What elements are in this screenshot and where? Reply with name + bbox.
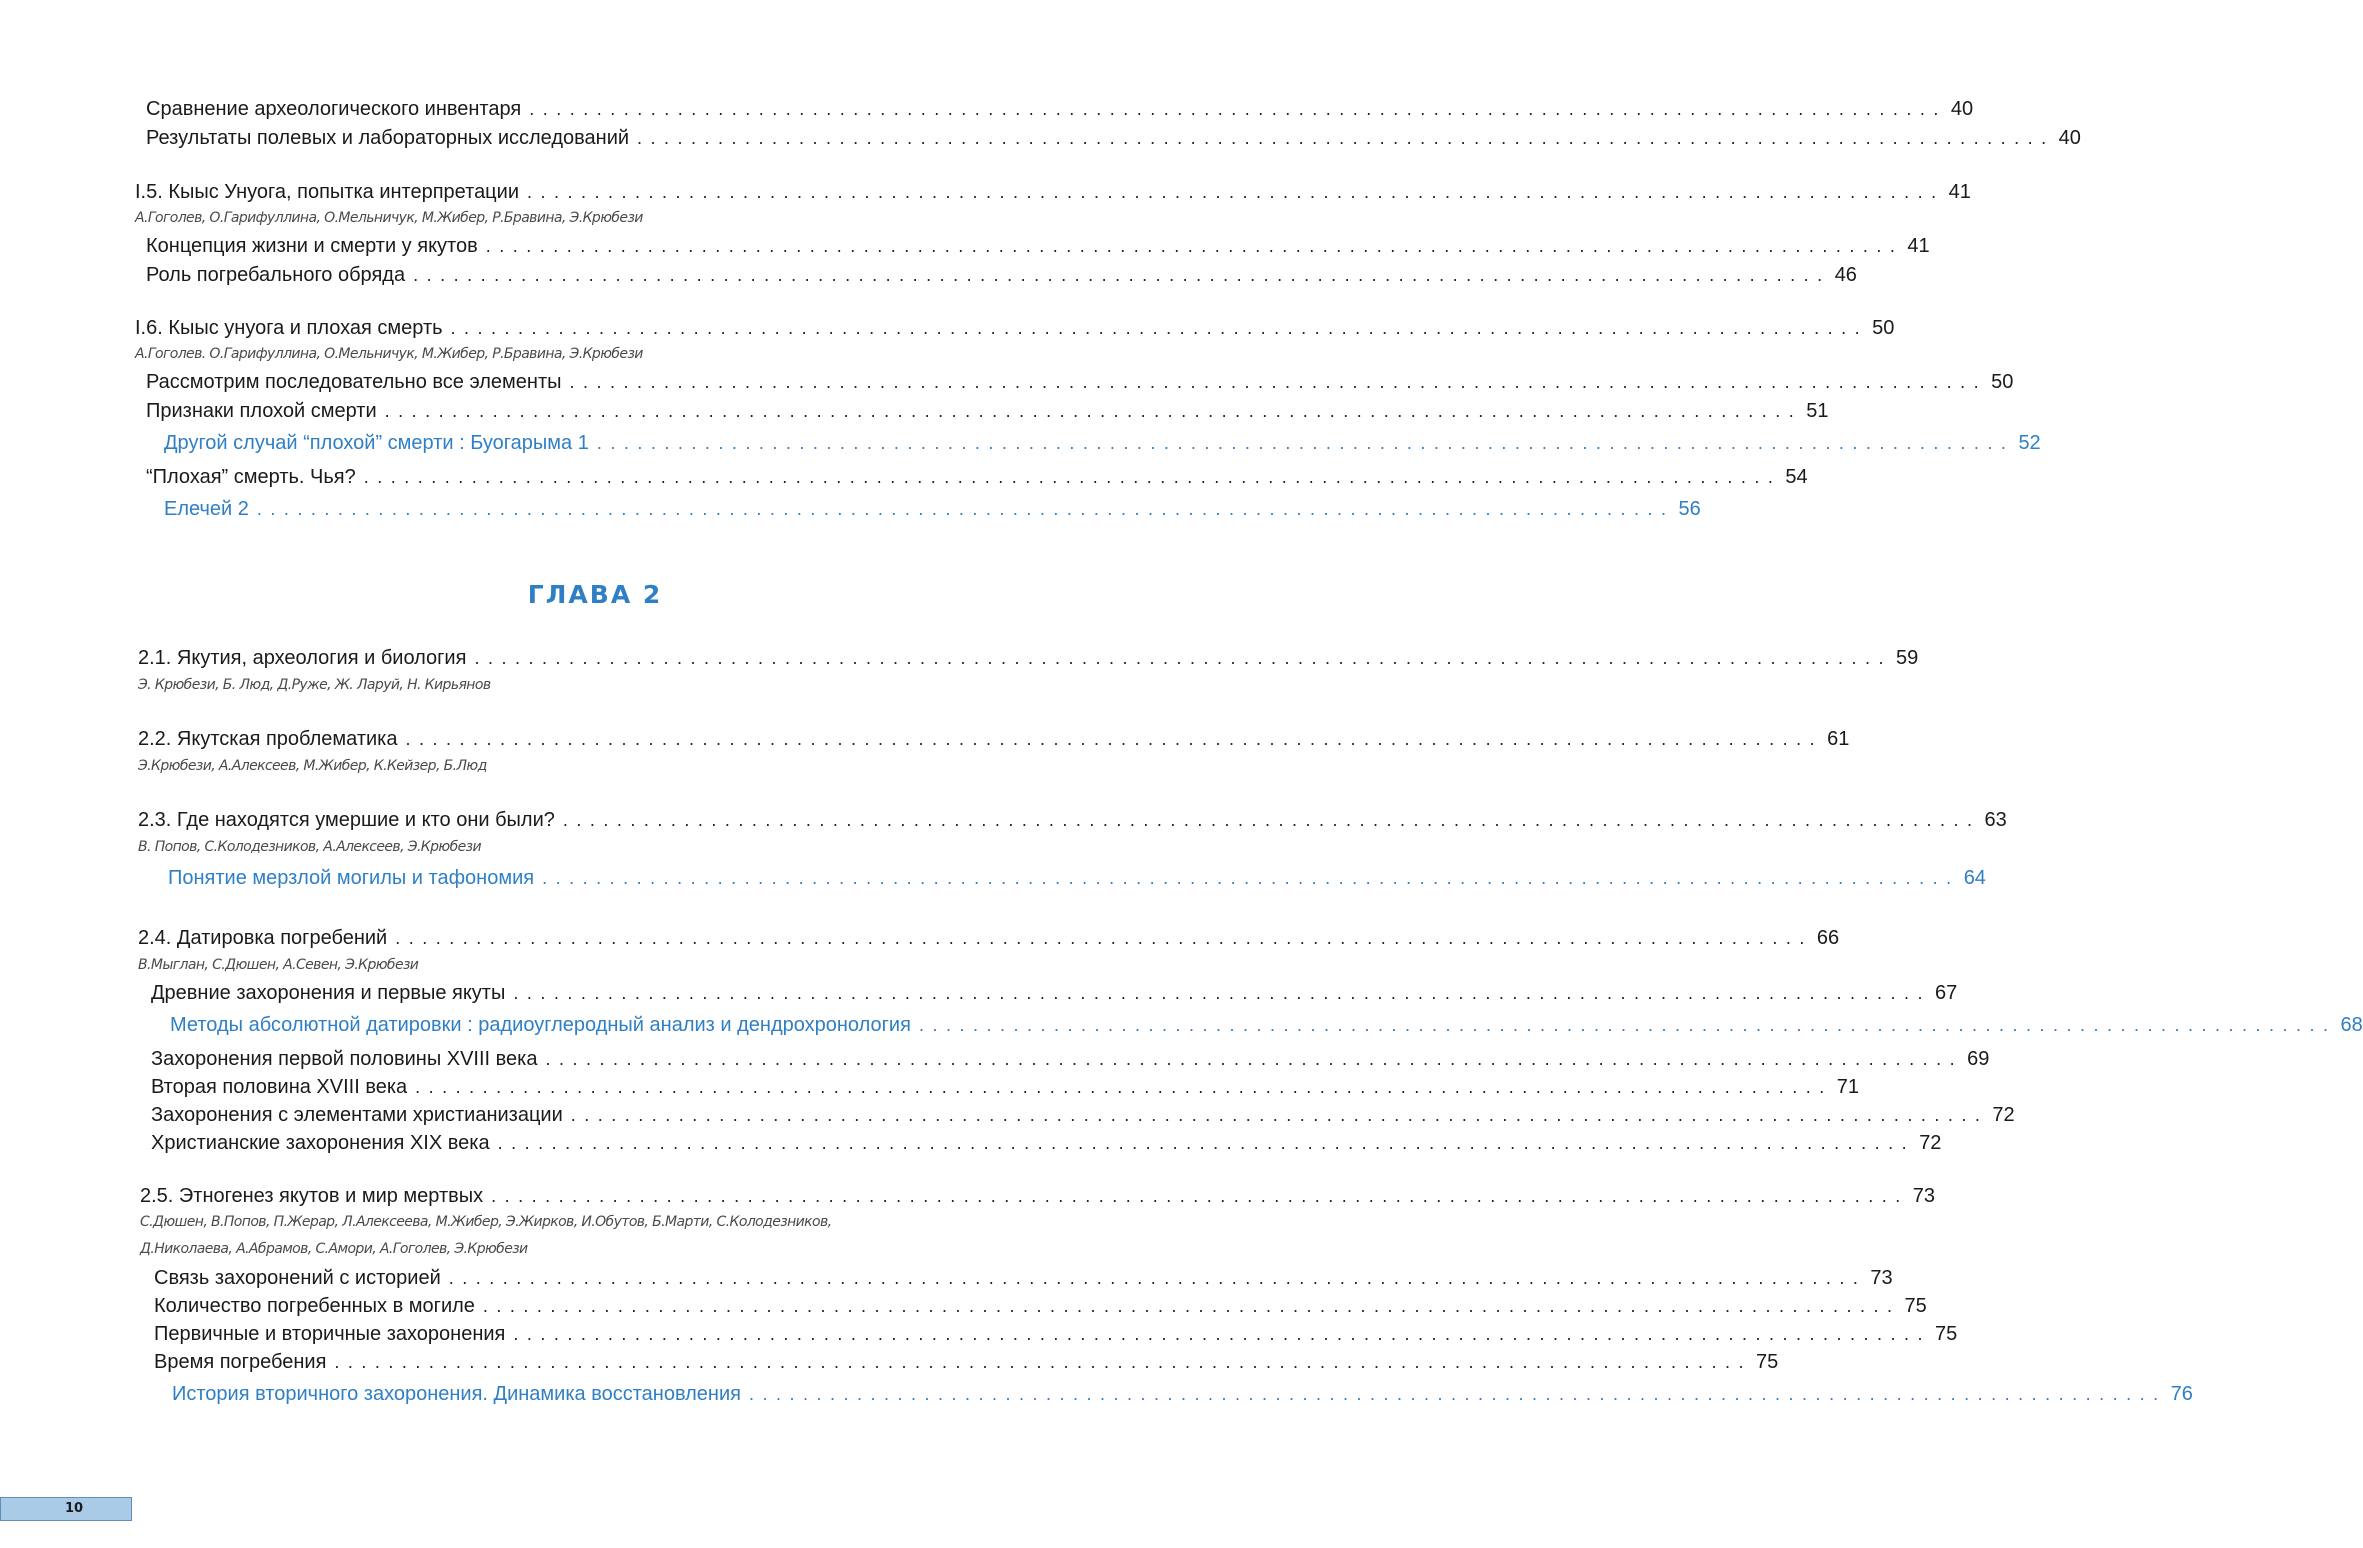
toc-section[interactable] <box>138 808 2007 832</box>
toc-entry[interactable] <box>154 1266 1893 1290</box>
dot-leader: ......................................................................................................... <box>405 729 1824 749</box>
toc-subentry-title: Методы абсолютной датировки : радиоуглеродный анализ и дендрохронология <box>170 1014 911 1036</box>
toc-entry[interactable] <box>146 97 1974 121</box>
toc-entry-title: Связь захоронений с историей <box>154 1267 441 1289</box>
dot-leader: ......................................................................................................... <box>450 318 1869 338</box>
section-authors: А.Гоголев, О.Гарифуллина, О.Мельничук, М.Жибер, Р.Бравина, Э.Крюбези <box>135 210 643 226</box>
toc-entry[interactable] <box>146 126 2081 150</box>
toc-entry[interactable] <box>151 981 1958 1005</box>
dot-leader: ......................................................................................................... <box>415 1077 1833 1097</box>
toc-entry-page: 75 <box>1904 1295 1927 1317</box>
toc-entry-title: Количество погребенных в могиле <box>154 1295 475 1317</box>
toc-entry-title: Древние захоронения и первые якуты <box>151 982 506 1004</box>
toc-entry-title: Концепция жизни и смерти у якутов <box>146 235 478 257</box>
toc-subentry[interactable] <box>168 866 1986 890</box>
toc-subentry-title: Елечей 2 <box>164 498 249 520</box>
toc-entry-page: 40 <box>2058 127 2081 149</box>
dot-leader: ......................................................................................................... <box>513 983 1931 1003</box>
toc-section-title: I.6. Кыыс унуога и плохая смерть <box>135 317 443 339</box>
dot-leader: ......................................................................................................... <box>542 868 1960 888</box>
dot-leader: ......................................................................................................... <box>363 467 1782 487</box>
toc-entry-page: 40 <box>1950 98 1974 120</box>
section-authors: В. Попов, С.Колодезников, А.Алексеев, Э.Крюбези <box>138 839 481 855</box>
dot-leader: ......................................................................................................... <box>395 928 1813 948</box>
toc-subentry[interactable] <box>172 1382 2193 1406</box>
toc-entry[interactable] <box>146 234 1930 258</box>
toc-entry-title: Время погребения <box>154 1351 327 1373</box>
toc-subentry-page: 56 <box>1678 498 1701 520</box>
dot-leader: ......................................................................................................... <box>513 1324 1931 1344</box>
toc-entry[interactable] <box>151 1047 1990 1071</box>
toc-entry-title: Сравнение археологического инвентаря <box>146 98 522 120</box>
toc-section-page: 66 <box>1816 927 1840 949</box>
dot-leader: ......................................................................................................... <box>474 648 1893 668</box>
dot-leader: ......................................................................................................... <box>545 1049 1964 1069</box>
toc-entry-title: Захоронения с элементами христианизации <box>151 1104 563 1126</box>
chapter-heading: ГЛАВА 2 <box>527 580 663 609</box>
toc-entry-title: Христианские захоронения XIX века <box>151 1132 490 1154</box>
toc-entry-title: “Плохая” смерть. Чья? <box>146 466 356 488</box>
toc-entry-page: 71 <box>1836 1076 1860 1098</box>
dot-leader: ......................................................................................................... <box>413 265 1831 285</box>
toc-section-page: 59 <box>1896 647 1919 669</box>
toc-section[interactable] <box>140 1184 1936 1208</box>
toc-section-page: 63 <box>1984 809 2007 831</box>
toc-section-page: 73 <box>1912 1185 1936 1207</box>
toc-entry-page: 67 <box>1934 982 1958 1004</box>
toc-entry-page: 50 <box>1991 371 2014 393</box>
toc-entry-page: 72 <box>1919 1132 1942 1154</box>
section-authors: Э. Крюбези, Б. Люд, Д.Руже, Ж. Ларуй, Н. Кирьянов <box>138 677 491 693</box>
toc-section[interactable] <box>135 180 1971 204</box>
toc-entry-page: 46 <box>1834 264 1857 286</box>
toc-subentry[interactable] <box>170 1013 2363 1037</box>
toc-section-title: 2.5. Этногенез якутов и мир мертвых <box>140 1185 484 1207</box>
toc-entry[interactable] <box>151 1075 1860 1099</box>
toc-section-page: 41 <box>1948 181 1971 203</box>
toc-entry-title: Роль погребального обряда <box>146 264 406 286</box>
toc-entry[interactable] <box>146 370 2014 394</box>
dot-leader: ......................................................................................................... <box>562 810 1981 830</box>
toc-section-title: 2.2. Якутская проблематика <box>138 728 398 750</box>
dot-leader: ......................................................................................................... <box>570 1105 1989 1125</box>
toc-entry[interactable] <box>151 1131 1942 1155</box>
toc-section[interactable] <box>138 646 1919 670</box>
dot-leader: ......................................................................................................... <box>637 128 2055 148</box>
toc-entry[interactable] <box>154 1322 1958 1346</box>
toc-entry-title: Захоронения первой половины XVIII века <box>151 1048 538 1070</box>
toc-entry[interactable] <box>146 465 1808 489</box>
dot-leader: ......................................................................................................... <box>526 182 1945 202</box>
toc-section[interactable] <box>138 926 1840 950</box>
toc-entry-page: 75 <box>1935 1323 1958 1345</box>
toc-entry[interactable] <box>146 263 1857 287</box>
toc-section-title: 2.3. Где находятся умершие и кто они были? <box>138 809 555 831</box>
toc-entry-title: Признаки плохой смерти <box>146 400 377 422</box>
toc-subentry-page: 76 <box>2170 1383 2193 1405</box>
section-authors: Э.Крюбези, А.Алексеев, М.Жибер, К.Кейзер, Б.Люд <box>138 758 487 774</box>
toc-subentry-title: История вторичного захоронения. Динамика восстановления <box>172 1383 741 1405</box>
section-authors: А.Гоголев. О.Гарифуллина, О.Мельничук, М.Жибер, Р.Бравина, Э.Крюбези <box>135 346 643 362</box>
dot-leader: ......................................................................................................... <box>596 433 2015 453</box>
dot-leader: ......................................................................................................... <box>384 401 1803 421</box>
toc-subentry[interactable] <box>164 431 2041 455</box>
toc-section-title: I.5. Кыыс Унуога, попытка интерпретации <box>135 181 519 203</box>
dot-leader: ......................................................................................................... <box>482 1296 1901 1316</box>
toc-section[interactable] <box>135 316 1895 340</box>
toc-entry-page: 75 <box>1756 1351 1779 1373</box>
toc-entry[interactable] <box>146 399 1829 423</box>
toc-entry-title: Вторая половина XVIII века <box>151 1076 408 1098</box>
dot-leader: ......................................................................................................... <box>448 1268 1867 1288</box>
toc-entry-title: Первичные и вторичные захоронения <box>154 1323 506 1345</box>
toc-entry[interactable] <box>154 1350 1779 1374</box>
toc-entry[interactable] <box>151 1103 2015 1127</box>
toc-section-page: 61 <box>1827 728 1850 750</box>
toc-entry-page: 69 <box>1967 1048 1990 1070</box>
toc-entry-page: 72 <box>1992 1104 2015 1126</box>
toc-subentry-title: Понятие мерзлой могилы и тафономия <box>168 867 535 889</box>
dot-leader: ......................................................................................................... <box>256 499 1675 519</box>
toc-subentry-page: 64 <box>1963 867 1986 889</box>
toc-section-title: 2.1. Якутия, археология и биология <box>138 647 467 669</box>
toc-subentry-page: 52 <box>2018 432 2041 454</box>
page-number-tab <box>0 1497 132 1521</box>
toc-subentry-page: 68 <box>2340 1014 2363 1036</box>
page-number: 10 <box>65 1501 84 1516</box>
dot-leader: ......................................................................................................... <box>529 99 1947 119</box>
dot-leader: ......................................................................................................... <box>569 372 1988 392</box>
toc-entry-page: 41 <box>1907 235 1930 257</box>
section-authors: С.Дюшен, В.Попов, П.Жерар, Л.Алексеева, М.Жибер, Э.Жирков, И.Обутов, Б.Марти, С.Колодезников, <box>140 1214 832 1230</box>
dot-leader: ......................................................................................................... <box>334 1352 1753 1372</box>
dot-leader: ......................................................................................................... <box>485 236 1904 256</box>
toc-section-title: 2.4. Датировка погребений <box>138 927 388 949</box>
toc-entry-title: Результаты полевых и лабораторных исследований <box>146 127 630 149</box>
section-authors: Д.Николаева, А.Абрамов, С.Амори, А.Гоголев, Э.Крюбези <box>140 1241 528 1257</box>
dot-leader: ......................................................................................................... <box>748 1384 2167 1404</box>
toc-entry-page: 73 <box>1870 1267 1893 1289</box>
toc-subentry[interactable] <box>164 497 1701 521</box>
toc-entry-page: 51 <box>1806 400 1829 422</box>
toc-subentry-title: Другой случай “плохой” смерти : Буогарыма 1 <box>164 432 589 454</box>
dot-leader: ......................................................................................................... <box>491 1186 1909 1206</box>
section-authors: В.Мыглан, С.Дюшен, А.Севен, Э.Крюбези <box>138 957 419 973</box>
toc-section-page: 50 <box>1872 317 1895 339</box>
dot-leader: ......................................................................................................... <box>918 1015 2337 1035</box>
toc-section[interactable] <box>138 727 1850 751</box>
toc-entry[interactable] <box>154 1294 1927 1318</box>
toc-entry-title: Рассмотрим последовательно все элементы <box>146 371 562 393</box>
toc-entry-page: 54 <box>1785 466 1808 488</box>
dot-leader: ......................................................................................................... <box>497 1133 1916 1153</box>
